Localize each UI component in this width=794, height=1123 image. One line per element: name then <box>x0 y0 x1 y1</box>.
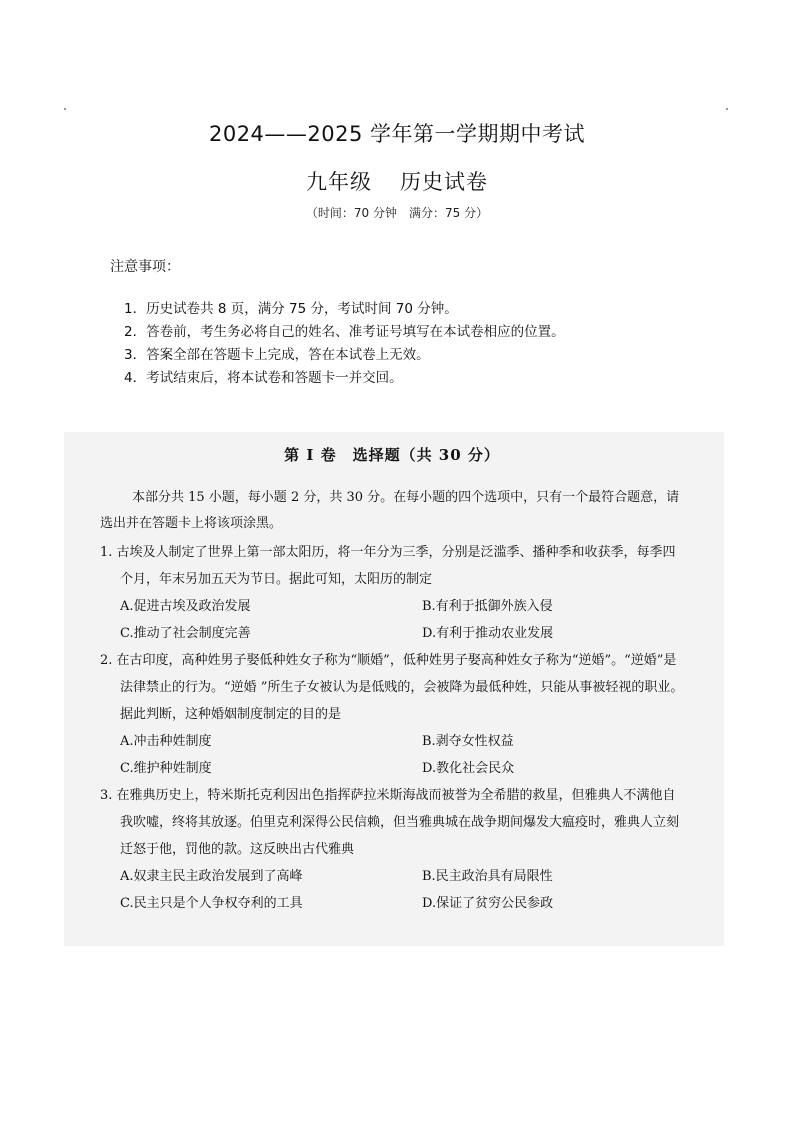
notice-item: 2．答卷前，考生务必将自己的姓名、准考证号填写在本试卷相应的位置。 <box>124 324 565 340</box>
option-a: A.促进古埃及政治发展 <box>120 599 251 614</box>
registration-mark-right <box>726 108 728 110</box>
scanned-question-section <box>64 432 724 946</box>
notice-item: 3．答案全部在答题卡上完成，答在本试卷上无效。 <box>124 347 430 363</box>
question-1 <box>100 539 684 647</box>
option-c: C.维护种姓制度 <box>120 761 212 776</box>
question-stem: 3. 在雅典历史上，特米斯托克利因出色指挥萨拉米斯海战而被誉为全希腊的救星，但雅典人不满他自我吹嘘，终将其放逐。伯里克利深得公民信赖，但当雅典城在战争期间爆发大瘟疫时，雅典人立刻迁怒于他，罚他的款。这反映出古代雅典 <box>100 788 680 857</box>
notice-item: 1．历史试卷共 8 页，满分 75 分，考试时间 70 分钟。 <box>124 301 458 317</box>
option-b: B.有利于抵御外族入侵 <box>422 599 553 614</box>
notice-section <box>110 256 710 390</box>
option-d: D.保证了贫穷公民参政 <box>422 896 554 911</box>
question-options <box>100 728 684 782</box>
option-c: C.民主只是个人争权夺利的工具 <box>120 896 303 911</box>
question-2 <box>100 647 684 782</box>
option-d: D.有利于推动农业发展 <box>422 626 554 641</box>
question-stem: 1. 古埃及人制定了世界上第一部太阳历，将一年分为三季，分别是泛滥季、播种季和收获季，每季四个月，年末另加五天为节日。据此可知，太阳历的制定 <box>100 545 676 587</box>
option-b: B.剥夺女性权益 <box>422 734 514 749</box>
notice-item: 4．考试结束后，将本试卷和答题卡一并交回。 <box>124 370 403 386</box>
registration-mark-left <box>64 108 66 110</box>
grade-label: 九年级 <box>306 170 372 194</box>
option-d: D.教化社会民众 <box>422 761 515 776</box>
question-options <box>100 593 684 647</box>
question-options <box>100 863 684 917</box>
exam-header <box>0 118 794 221</box>
exam-title: 2024——2025 学年第一学期期中考试 <box>208 122 586 146</box>
notice-heading: 注意事项： <box>110 259 180 275</box>
question-stem: 2. 在古印度，高种姓男子娶低种姓女子称为“顺婚”，低种姓男子娶高种姓女子称为“逆婚”。“逆婚”是法律禁止的行为。“逆婚 ”所生子女被认为是低贱的，会被降为最低种姓，只能从事被轻视的职业。据此判断，这种婚姻制度制定的目的是 <box>100 653 684 722</box>
option-a: A.冲击种姓制度 <box>120 734 212 749</box>
exam-subtitle <box>0 166 794 196</box>
question-3 <box>100 782 684 917</box>
section-title: 第 I 卷 选择题（共 30 分） <box>284 446 500 464</box>
option-b: B.民主政治具有局限性 <box>422 869 553 884</box>
option-a: A.奴隶主民主政治发展到了高峰 <box>120 869 303 884</box>
time-and-score: （时间：70 分钟 满分：75 分） <box>305 206 489 220</box>
subject-label: 历史试卷 <box>400 170 488 194</box>
section-intro: 本部分共 15 小题，每小题 2 分，共 30 分。在每小题的四个选项中，只有一个最符合题意，请选出并在答题卡上将该项涂黑。 <box>100 490 680 531</box>
option-c: C.推动了社会制度完善 <box>120 626 251 641</box>
